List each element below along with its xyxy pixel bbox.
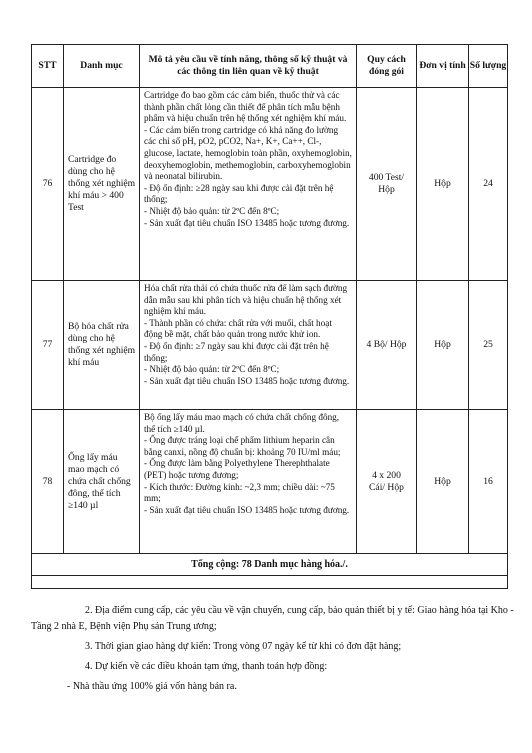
row-packaging: 4 x 200 Cái/ Hộp xyxy=(357,410,417,554)
row-spec xyxy=(140,88,357,281)
row-quantity: 24 xyxy=(469,88,508,281)
row-unit: Hộp xyxy=(417,410,469,554)
row-stt: 76 xyxy=(32,88,64,281)
table-row xyxy=(32,410,508,554)
header-stt: STT xyxy=(32,45,64,88)
spec-line: - Độ ổn định: ≥28 ngày sau khi được cài đặt trên hệ thống; xyxy=(144,182,334,205)
header-quantity: Số lượng xyxy=(469,45,508,88)
row-quantity: 25 xyxy=(469,281,508,410)
note-payment-terms: 4. Dự kiến về các điều khoản tạm ứng, thanh toán hợp đồng: xyxy=(85,661,328,672)
total-label: Tổng cộng: 78 Danh mục hàng hóa./. xyxy=(32,554,508,576)
row-packaging: 400 Test/ Hộp xyxy=(357,88,417,281)
header-description: Mô tả yêu cầu về tính năng, thông số kỹ thuật và các thông tin liên quan về kỹ thuật xyxy=(140,45,357,88)
trailing-row xyxy=(32,576,508,589)
header-category: Danh mục xyxy=(64,45,140,88)
row-stt: 78 xyxy=(32,410,64,554)
spec-line: - Ống được làm bằng Polyethylene Therephthalate (PET) hoặc tương đương; xyxy=(144,458,330,480)
row-quantity: 16 xyxy=(469,410,508,554)
spec-line: - Kích thước: Đường kính: ~2,3 mm; chiều dài: ~75 mm; xyxy=(144,481,335,504)
note-delivery-place: 2. Địa điểm cung cấp, các yêu cầu về vận chuyển, cung cấp, bảo quản thiết bị y tế: Giao hàng hóa tại Kho - Tầng 2 nhà E, Bệnh viện Phụ sản Trung ương; xyxy=(31,605,514,632)
spec-line: Cartridge đo bao gồm các cảm biến, thuốc thử và các thành phần chất lỏng cần thiết để phân tích mẫu bệnh phẩm và hiệu chuẩn trên hệ thống xét nghiệm khí máu. xyxy=(144,90,347,124)
spec-line: - Sản xuất đạt tiêu chuẩn ISO 13485 hoặc tương đương. xyxy=(144,375,350,386)
header-unit: Đơn vị tính xyxy=(417,45,469,88)
spec-line: - Sản xuất đạt tiêu chuẩn ISO 13485 hoặc tương đương. xyxy=(144,217,350,228)
row-unit: Hộp xyxy=(417,281,469,410)
row-name: Cartridge đo dùng cho hệ thống xét nghiệm khí máu > 400 Test xyxy=(64,88,140,281)
table-row xyxy=(32,281,508,410)
row-unit: Hộp xyxy=(417,88,469,281)
spec-line: Bộ ống lấy máu mao mạch có chứa chất chống đông, thể tích ≥140 µl. xyxy=(144,412,340,434)
spec-line: - Nhiệt độ bảo quản: từ 2ºC đến 8ºC; xyxy=(144,364,280,375)
spec-line: - Thành phần có chứa: chất rửa với muối, chất hoạt động bề mặt, chất bảo quản trong nước khử ion. xyxy=(144,317,332,340)
spec-line: - Độ ổn định: ≥7 ngày sau khi được cài đặt trên hệ thống; xyxy=(144,340,329,363)
row-name: Bộ hóa chất rửa dùng cho hệ thống xét nghiệm khí máu xyxy=(64,281,140,410)
row-name: Ống lấy máu mao mạch có chứa chất chống đông, thể tích ≥140 µl xyxy=(64,410,140,554)
row-spec xyxy=(140,281,357,410)
spec-line: - Sản xuất đạt tiêu chuẩn ISO 13485 hoặc tương đương. xyxy=(144,504,350,515)
delivery-notes xyxy=(31,603,518,699)
trailing-cell xyxy=(32,576,508,589)
row-stt: 77 xyxy=(32,281,64,410)
row-packaging: 4 Bộ/ Hộp xyxy=(357,281,417,410)
spec-line: - Các cảm biến trong cartridge có khả năng đo lường các chỉ số pH, pO2, pCO2, Na+, K+, Ca++, Cl-, glucose, lactate, hemoglobin toàn phần, oxyhemoglobin, deoxyhemoglobin, methemoglobin, carboxyhemoglobin và neonatal bilirubin. xyxy=(144,124,352,182)
table-row xyxy=(32,88,508,281)
total-row xyxy=(32,554,508,576)
note-payment-detail: - Nhà thầu ứng 100% giá vốn hàng bán ra. xyxy=(67,681,237,692)
row-spec xyxy=(140,410,357,554)
goods-table xyxy=(31,44,508,589)
spec-line: - Ống được tráng loại chế phẩm lithium heparin cân bằng canxi, nồng độ chuẩn bị: khoảng 70 IU/ml máu; xyxy=(144,435,341,457)
spec-line: - Nhiệt độ bảo quản: từ 2ºC đến 8ºC; xyxy=(144,205,280,216)
table-header-row xyxy=(32,45,508,88)
header-packaging: Quy cách đóng gói xyxy=(357,45,417,88)
note-delivery-time: 3. Thời gian giao hàng dự kiến: Trong vòng 07 ngày kể từ khi có đơn đặt hàng; xyxy=(85,641,402,652)
spec-line: Hóa chất rửa thải có chứa thuốc rửa để làm sạch đường dẫn mẫu sau khi phân tích và hiệu chuẩn hệ thống xét nghiệm khí máu. xyxy=(144,283,348,317)
